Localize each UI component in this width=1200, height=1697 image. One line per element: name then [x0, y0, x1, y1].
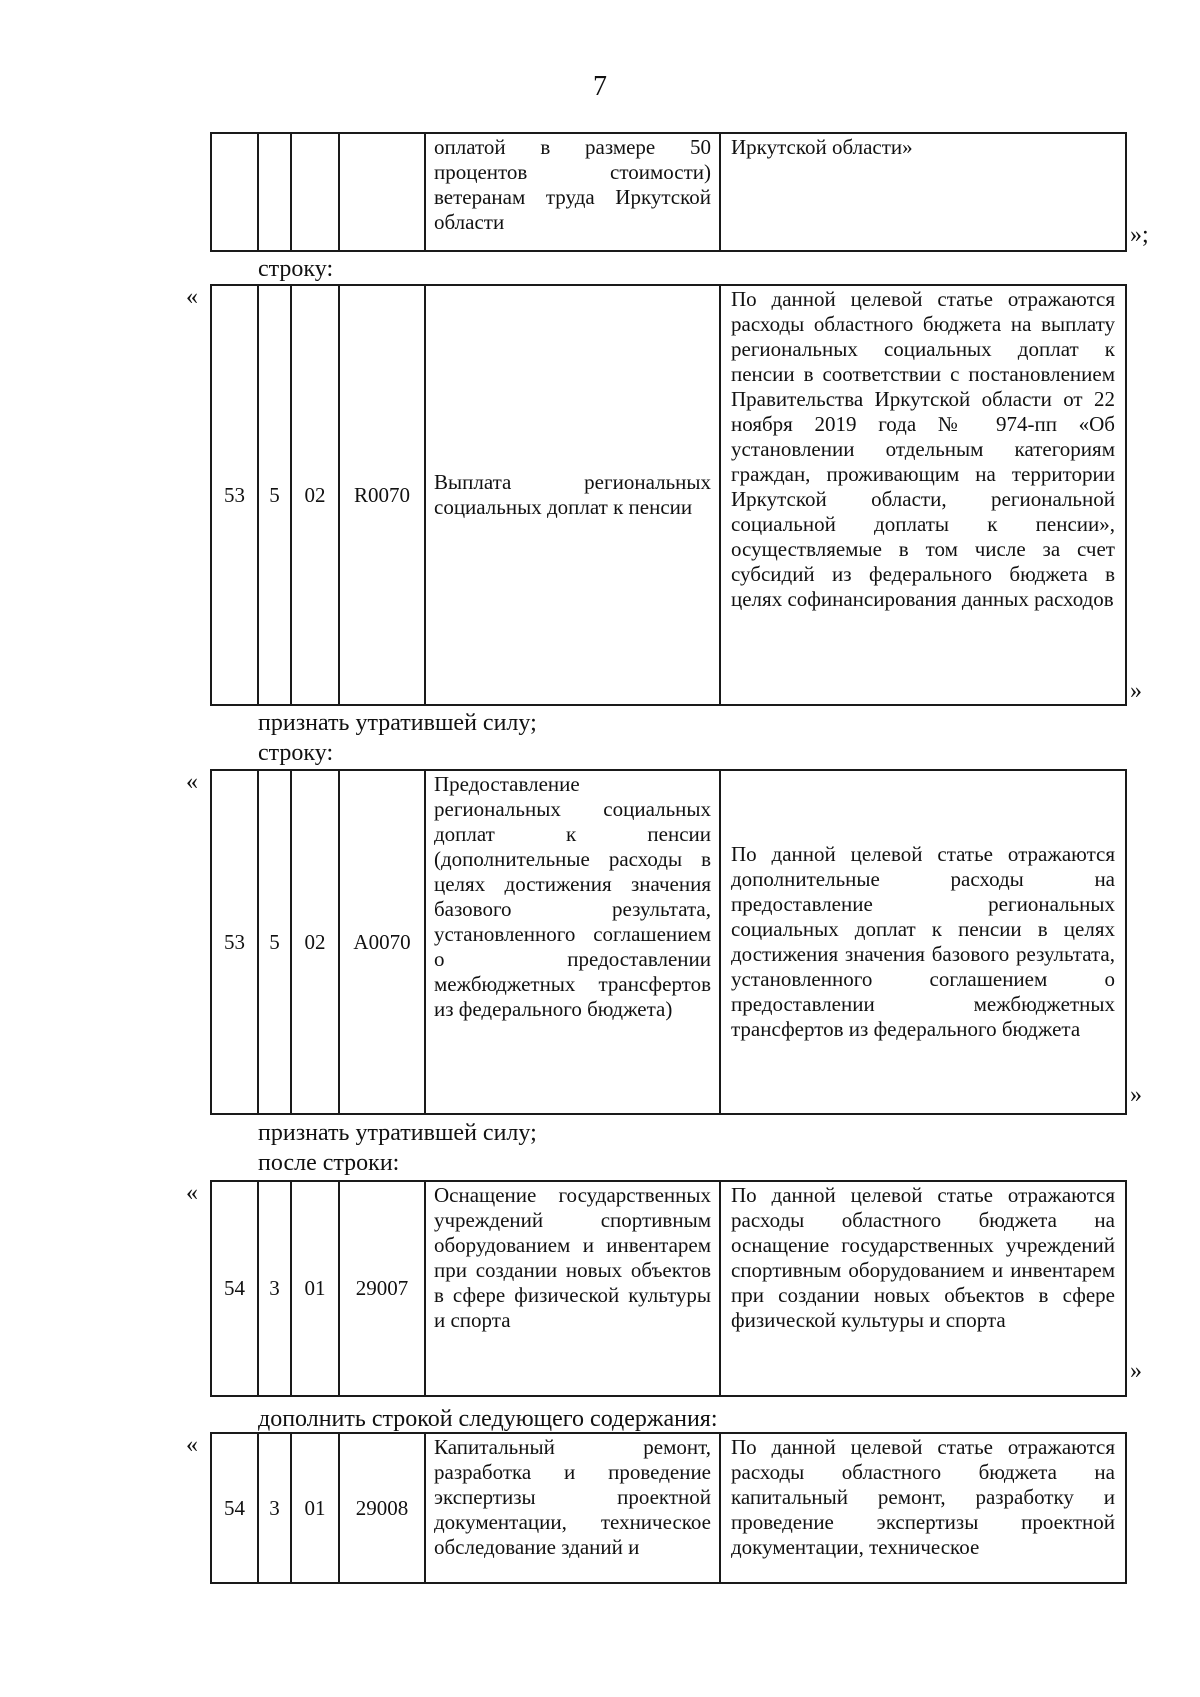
instruction-text: признать утратившей силу; [258, 1120, 537, 1146]
name-cell: Оснащение государственных учреждений спортивным оборудованием и инвентарем при создании новых объектов в сфере физической культуры и спорта [425, 1181, 720, 1396]
table-fragment-29008 [210, 1432, 1127, 1584]
instruction-text: признать утратившей силу; [258, 710, 537, 736]
instruction-text: дополнить строкой следующего содержания: [258, 1406, 718, 1432]
table-row [211, 1181, 1126, 1396]
table-row [211, 770, 1126, 1114]
table-row [211, 1433, 1126, 1583]
description-cell: По данной целевой статье отражаются расходы областного бюджета на оснащение государственных учреждений спортивным оборудованием и инвентарем при создании новых объектов в сфере физической культуры и спорта [720, 1181, 1126, 1396]
page-number: 7 [593, 71, 607, 102]
table-fragment-continued [210, 132, 1127, 252]
code-cell: 02 [291, 770, 339, 1114]
name-cell: Выплата региональных социальных доплат к пенсии [425, 285, 720, 705]
closing-quote: » [1130, 1358, 1142, 1384]
name-cell: Предоставление региональных социальных доплат к пенсии (дополнительные расходы в целях достижения значения базового результата, установленного соглашением о предоставлении межбюджетных трансфертов из федерального бюджета) [425, 770, 720, 1114]
code-cell: R0070 [339, 285, 425, 705]
code-cell: 3 [258, 1181, 291, 1396]
code-cell: А0070 [339, 770, 425, 1114]
code-cell [339, 133, 425, 251]
table-fragment-r0070 [210, 284, 1127, 706]
opening-quote: « [186, 284, 198, 310]
code-cell: 53 [211, 770, 258, 1114]
closing-quote: » [1130, 1082, 1142, 1108]
code-cell: 5 [258, 770, 291, 1114]
description-cell: По данной целевой статье отражаются расходы областного бюджета на капитальный ремонт, разработку и проведение экспертизы проектной документации, техническое [720, 1433, 1126, 1583]
name-cell: Капитальный ремонт, разработка и проведение экспертизы проектной документации, техническое обследование зданий и [425, 1433, 720, 1583]
instruction-text: строку: [258, 256, 334, 282]
code-cell [258, 133, 291, 251]
instruction-text: строку: [258, 740, 334, 766]
table-fragment-a0070 [210, 769, 1127, 1115]
closing-quote: »; [1130, 222, 1149, 248]
opening-quote: « [186, 1432, 198, 1458]
code-cell: 54 [211, 1433, 258, 1583]
opening-quote: « [186, 1180, 198, 1206]
table-row [211, 133, 1126, 251]
opening-quote: « [186, 769, 198, 795]
table-fragment-29007 [210, 1180, 1127, 1397]
closing-quote: » [1130, 678, 1142, 704]
code-cell: 29007 [339, 1181, 425, 1396]
description-cell: По данной целевой статье отражаются дополнительные расходы на предоставление региональных социальных доплат к пенсии в целях достижения значения базового результата, установленного соглашением о предоставлении межбюджетных трансфертов из федерального бюджета [720, 770, 1126, 1114]
table-row [211, 285, 1126, 705]
description-cell: По данной целевой статье отражаются расходы областного бюджета на выплату региональных социальных доплат к пенсии в соответствии с постановлением Правительства Иркутской области от 22 ноября 2019 года № 974-пп «Об установлении отдельным категориям граждан, проживающим на территории Иркутской области, региональной социальной доплаты к пенсии», осуществляемые в том числе за счет субсидий из федерального бюджета в целях софинансирования данных расходов [720, 285, 1126, 705]
instruction-text: после строки: [258, 1150, 400, 1176]
code-cell: 53 [211, 285, 258, 705]
code-cell: 3 [258, 1433, 291, 1583]
name-cell: оплатой в размере 50 процентов стоимости) ветеранам труда Иркутской области [425, 133, 720, 251]
code-cell: 02 [291, 285, 339, 705]
code-cell: 5 [258, 285, 291, 705]
code-cell: 54 [211, 1181, 258, 1396]
description-cell: Иркутской области» [720, 133, 1126, 251]
code-cell: 01 [291, 1181, 339, 1396]
code-cell: 01 [291, 1433, 339, 1583]
code-cell [291, 133, 339, 251]
code-cell: 29008 [339, 1433, 425, 1583]
code-cell [211, 133, 258, 251]
